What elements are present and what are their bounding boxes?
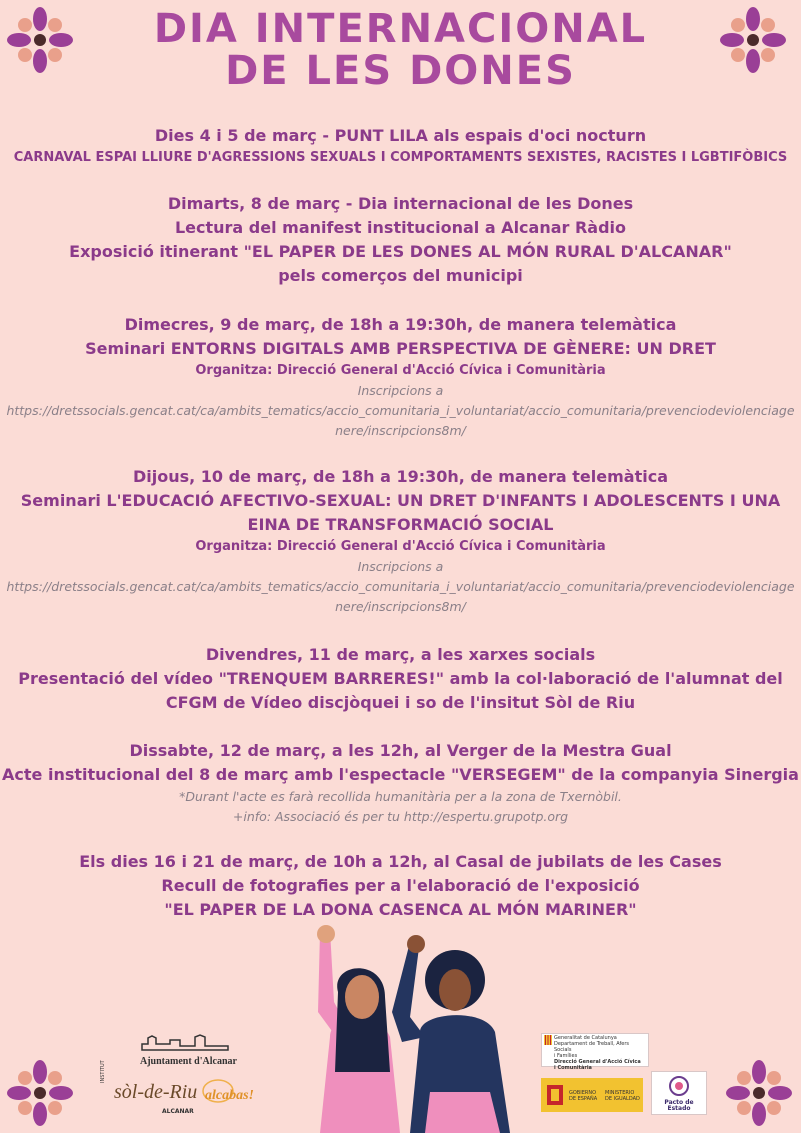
- event-line: CFGM de Vídeo discjòquei i so de l'insitut Sòl de Riu: [165, 693, 636, 712]
- event-note: +info: Associació és per tu http://espertu.grupotp.org: [232, 809, 569, 824]
- gobierno-text: GOBIERNO: [569, 1090, 597, 1096]
- institut-solriu-logo: [100, 1060, 200, 1120]
- generalitat-text: Generalitat de Catalunya: [554, 1035, 617, 1041]
- generalitat-text: i Famílies: [554, 1053, 578, 1059]
- generalitat-text: Departament de Treball, Afers Socials: [554, 1041, 630, 1053]
- event-line: Dissabte, 12 de març, a les 12h, al Verger de la Mestra Gual: [129, 741, 672, 760]
- event-block-5: [0, 643, 801, 715]
- event-note: *Durant l'acte es farà recollida humanitària per a la zona de Txernòbil.: [179, 789, 622, 804]
- event-line: Dijous, 10 de març, de 18h a 19:30h, de manera telemàtica: [132, 467, 668, 486]
- spain-crest-icon: [545, 1083, 565, 1107]
- pacto-estado-logo: [651, 1071, 707, 1115]
- event-line: Dimarts, 8 de març - Dia internacional de les Dones: [167, 194, 634, 213]
- solriu-sublabel: ALCANAR: [162, 1108, 194, 1115]
- town-skyline-icon: [140, 1034, 230, 1052]
- event-line: CARNAVAL ESPAI LLIURE D'AGRESSIONS SEXUALS I COMPORTAMENTS SEXISTES, RACISTES I LGBTIFÒBICS: [13, 150, 788, 165]
- ministerio-text: MINISTERIO: [605, 1090, 635, 1096]
- event-line: Divendres, 11 de març, a les xarxes socials: [205, 645, 596, 664]
- event-block-7: [0, 850, 801, 922]
- event-line: "EL PAPER DE LA DONA CASENCA AL MÓN MARINER": [164, 900, 637, 919]
- event-block-2: [0, 192, 801, 288]
- page-title-line1: DIA INTERNACIONAL: [153, 6, 648, 52]
- generalitat-logo: [541, 1033, 649, 1071]
- event-line: Exposició itinerant "EL PAPER DE LES DONES AL MÓN RURAL D'ALCANAR": [69, 242, 732, 261]
- alcabas-label: alcabas!: [205, 1088, 254, 1103]
- registration-link[interactable]: nere/inscripcions8m/: [335, 599, 466, 614]
- event-line: Seminari ENTORNS DIGITALS AMB PERSPECTIVA DE GÈNERE: UN DRET: [85, 339, 716, 358]
- generalitat-text: Direcció General d'Acció Cívica: [554, 1059, 641, 1065]
- flower-wreath-icon: [5, 1058, 75, 1128]
- event-line: EINA DE TRANSFORMACIÓ SOCIAL: [247, 515, 554, 534]
- pacto-emblem-icon: [667, 1075, 691, 1097]
- women-raised-fists-illustration: [290, 922, 530, 1133]
- event-line: Dimecres, 9 de març, de 18h a 19:30h, de manera telemàtica: [124, 315, 677, 334]
- event-organizer: Organitza: Direcció General d'Acció Cívica i Comunitària: [195, 539, 606, 554]
- flower-wreath-icon: [724, 1058, 794, 1128]
- event-line: Acte institucional del 8 de març amb l'espectacle "VERSEGEM" de la companyia Sinergia: [2, 765, 799, 784]
- event-line: Dies 4 i 5 de març - PUNT LILA als espais d'oci nocturn: [154, 126, 647, 145]
- catalan-flag-icon: [544, 1035, 552, 1045]
- event-block-4: [0, 465, 801, 617]
- event-line: Presentació del vídeo "TRENQUEM BARRERES!" amb la col·laboració de l'alumnat del: [18, 669, 783, 688]
- ministerio-text: DE IGUALDAD: [605, 1096, 640, 1102]
- registration-link[interactable]: https://dretssocials.gencat.cat/ca/ambits_tematics/accio_comunitaria_i_voluntariat/accio_comunitaria/prevenciodeviolenciage: [6, 403, 795, 418]
- ajuntament-logo: [140, 1034, 240, 1067]
- alcabas-logo: [205, 1084, 254, 1104]
- event-note: Inscripcions a: [357, 383, 444, 398]
- event-block-3: [0, 313, 801, 441]
- event-block-1: [0, 124, 801, 168]
- event-organizer: Organitza: Direcció General d'Acció Cívica i Comunitària: [195, 363, 606, 378]
- event-line: Seminari L'EDUCACIÓ AFECTIVO-SEXUAL: UN DRET D'INFANTS I ADOLESCENTS I UNA: [20, 491, 781, 510]
- institut-label: INSTITUT: [100, 1060, 106, 1083]
- ajuntament-label: Ajuntament d'Alcanar: [140, 1056, 237, 1067]
- event-line: Lectura del manifest institucional a Alcanar Ràdio: [174, 218, 627, 237]
- pacto-label: Pacto de Estado: [664, 1099, 694, 1112]
- solriu-label: sòl-de-Riu: [114, 1081, 198, 1103]
- registration-link[interactable]: nere/inscripcions8m/: [335, 423, 466, 438]
- gobierno-text: DE ESPAÑA: [569, 1096, 598, 1102]
- gobierno-ministerio-logo: [541, 1078, 643, 1112]
- event-line: pels comerços del municipi: [278, 266, 523, 285]
- page-title-line2: DE LES DONES: [225, 48, 576, 94]
- event-line: Els dies 16 i 21 de març, de 10h a 12h, al Casal de jubilats de les Cases: [79, 852, 722, 871]
- registration-link[interactable]: https://dretssocials.gencat.cat/ca/ambits_tematics/accio_comunitaria_i_voluntariat/accio_comunitaria/prevenciodeviolenciage: [6, 579, 795, 594]
- event-line: Recull de fotografies per a l'elaboració de l'exposició: [161, 876, 640, 895]
- event-block-6: [0, 739, 801, 827]
- event-note: Inscripcions a: [357, 559, 444, 574]
- generalitat-text: i Comunitària: [554, 1065, 592, 1071]
